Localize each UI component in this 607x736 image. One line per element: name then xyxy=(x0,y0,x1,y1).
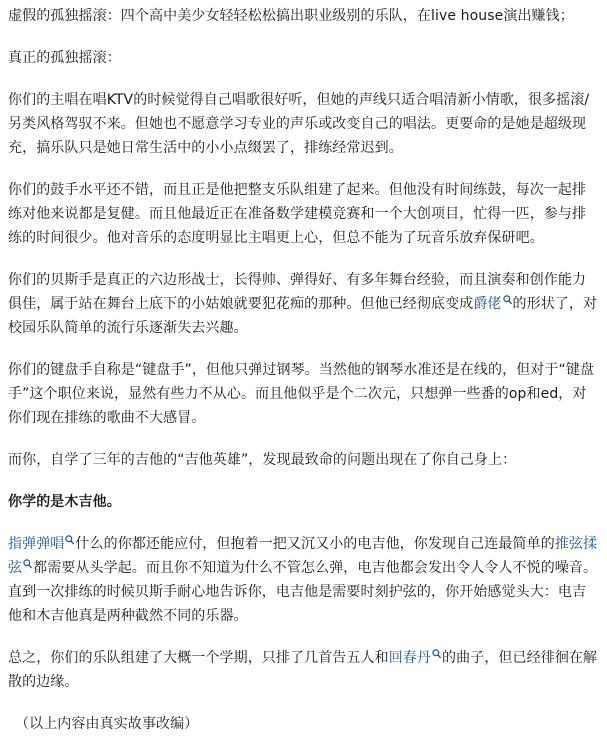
keyword-link-jazz[interactable]: 爵佬 xyxy=(473,296,502,312)
search-icon[interactable] xyxy=(432,649,441,659)
paragraph-electric-guitar xyxy=(8,532,599,628)
source-note: （以上内容由真实故事改编） xyxy=(15,716,199,732)
paragraph-acoustic-guitar: 你学的是木吉他。 xyxy=(8,494,121,510)
electric-text-mid: 什么的你都还能应付，但抱着一把又沉又小的电吉他，你发现自己连最简单的 xyxy=(75,536,555,552)
conclusion-text-after: 的曲子，但已经徘徊在解散的边缘。 xyxy=(8,650,598,690)
keyword-link-bend-vibrato[interactable]: 推弦揉弦 xyxy=(8,536,598,576)
paragraph-fake-lonely-rock: 虚假的孤独摇滚：四个高中美少女轻轻松松搞出职业级别的乐队，在live house演出赚钱； xyxy=(8,8,574,24)
search-icon[interactable] xyxy=(65,535,74,545)
keyword-link-huichundan[interactable]: 回春丹 xyxy=(388,650,432,666)
paragraph-conclusion xyxy=(8,646,599,694)
paragraph-real-lonely-rock-heading: 真正的孤独摇滚： xyxy=(8,50,121,66)
search-icon[interactable] xyxy=(23,559,32,569)
paragraph-vocalist: 你们的主唱在唱KTV的时候觉得自己唱歌很好听，但她的声线只适合唱清新小情歌，很多摇滚/另类风格驾驭不来。但她也不愿意学习专业的声乐或改变自己的唱法。更要命的是她是超级现充，搞乐队只是她日常生活中的小小点缀罢了，排练经常迟到。 xyxy=(8,92,590,156)
paragraph-you: 而你，自学了三年的吉他的“吉他英雄”，发现最致命的问题出现在了你自己身上： xyxy=(8,452,517,468)
bassist-text-after: 的形状了，对校园乐队简单的流行乐逐渐失去兴趣。 xyxy=(8,296,598,336)
paragraph-drummer: 你们的鼓手水平还不错，而且正是他把整支乐队组建了起来。但他没有时间练鼓，每次一起排练对他来说都是复健。而且他最近正在准备数学建模竞赛和一个大创项目，忙得一匹，参与排练的时间很少。他对音乐的态度明显比主唱更上心，但总不能为了玩音乐放弃保研吧。 xyxy=(8,182,587,246)
paragraph-bassist xyxy=(8,268,599,340)
search-icon[interactable] xyxy=(503,295,512,305)
electric-text-after: 都需要从头学起。而且你不知道为什么不管怎么弹，电吉他都会发出令人令人不悦的噪音。直到一次排练的时候贝斯手耐心地告诉你，电吉他是需要时刻护弦的，你开始感觉头大：电吉他和木吉他真是两种截然不同的乐器。 xyxy=(8,560,598,624)
paragraph-keyboardist: 你们的键盘手自称是“键盘手”，但他只弹过钢琴。当然他的钢琴水准还是在线的，但对于“键盘手”这个职位来说，显然有些力不从心。而且他似乎是个二次元，只想弹一些番的op和ed，对你们现在排练的歌曲不大感冒。 xyxy=(8,362,595,426)
bassist-text-before: 你们的贝斯手是真正的六边形战士，长得帅、弹得好、有多年舞台经验，而且演奏和创作能力俱佳，属于站在舞台上底下的小姑娘就要犯花痴的那种。但他已经彻底变成 xyxy=(8,272,587,312)
keyword-link-fingerstyle[interactable]: 指弹弹唱 xyxy=(8,536,65,552)
conclusion-text-before: 总之，你们的乐队组建了大概一个学期，只排了几首告五人和 xyxy=(8,650,389,666)
